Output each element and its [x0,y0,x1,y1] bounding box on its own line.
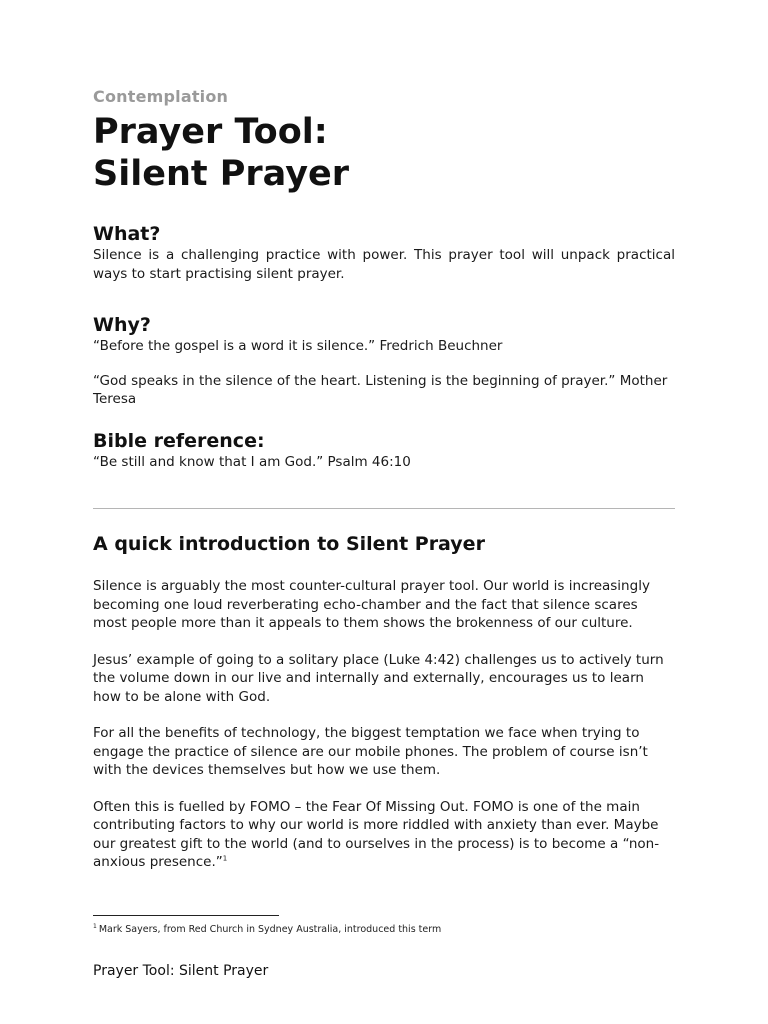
section-divider [93,508,675,509]
bible-reference-body: “Be still and know that I am God.” Psalm 46:10 [93,454,411,470]
footnote-rule [93,915,279,916]
intro-paragraph-4 [93,798,675,872]
intro-heading: A quick introduction to Silent Prayer [93,533,485,555]
footnote-reference[interactable]: 1 [222,854,228,863]
what-body: Silence is a challenging practice with power. This prayer tool will unpack practical ways to start practising silent prayer. [93,247,675,282]
bible-reference-heading: Bible reference: [93,430,265,452]
bible-reference-section [93,429,675,472]
what-heading: What? [93,223,161,245]
category-label: Contemplation [93,87,229,106]
why-quote-teresa: “God speaks in the silence of the heart. Listening is the beginning of prayer.” Mother Teresa [93,372,668,407]
why-heading: Why? [93,314,151,336]
what-section [93,222,675,283]
intro-paragraph-1: Silence is arguably the most counter-cultural prayer tool. Our world is increasingly becoming one loud reverberating echo-chamber and the fact that silence scares most people more than it appeals to them shows the brokenness of our culture. [93,578,650,631]
intro-paragraph-4-text: Often this is fuelled by FOMO – the Fear Of Missing Out. FOMO is one of the main contributing factors to why our world is more riddled with anxiety than ever. Maybe our greatest gift to the world (and to ourselves in the process) is to become a “non-anxious presence.” [93,798,660,870]
why-quote-beuchner: “Before the gospel is a word it is silence.” Fredrich Beuchner [93,338,503,354]
footnote-text: Mark Sayers, from Red Church in Sydney Australia, introduced this term [98,924,442,935]
intro-paragraph-3: For all the benefits of technology, the biggest temptation we face when trying to engage the practice of silence are our mobile phones. The problem of course isn’t with the devices themselves but how we use them. [93,725,648,778]
page-footer: Prayer Tool: Silent Prayer [93,963,269,979]
title-line-1: Prayer Tool: [93,112,328,152]
page-title [93,111,349,195]
why-section [93,313,675,409]
footnote-number: 1 [93,922,97,930]
intro-paragraph-2: Jesus’ example of going to a solitary place (Luke 4:42) challenges us to actively turn the volume down in our live and internally and externally, encourages us to learn how to be alone with God. [93,651,664,705]
intro-body [93,577,675,890]
footnote [93,923,441,936]
title-line-2: Silent Prayer [93,154,350,194]
